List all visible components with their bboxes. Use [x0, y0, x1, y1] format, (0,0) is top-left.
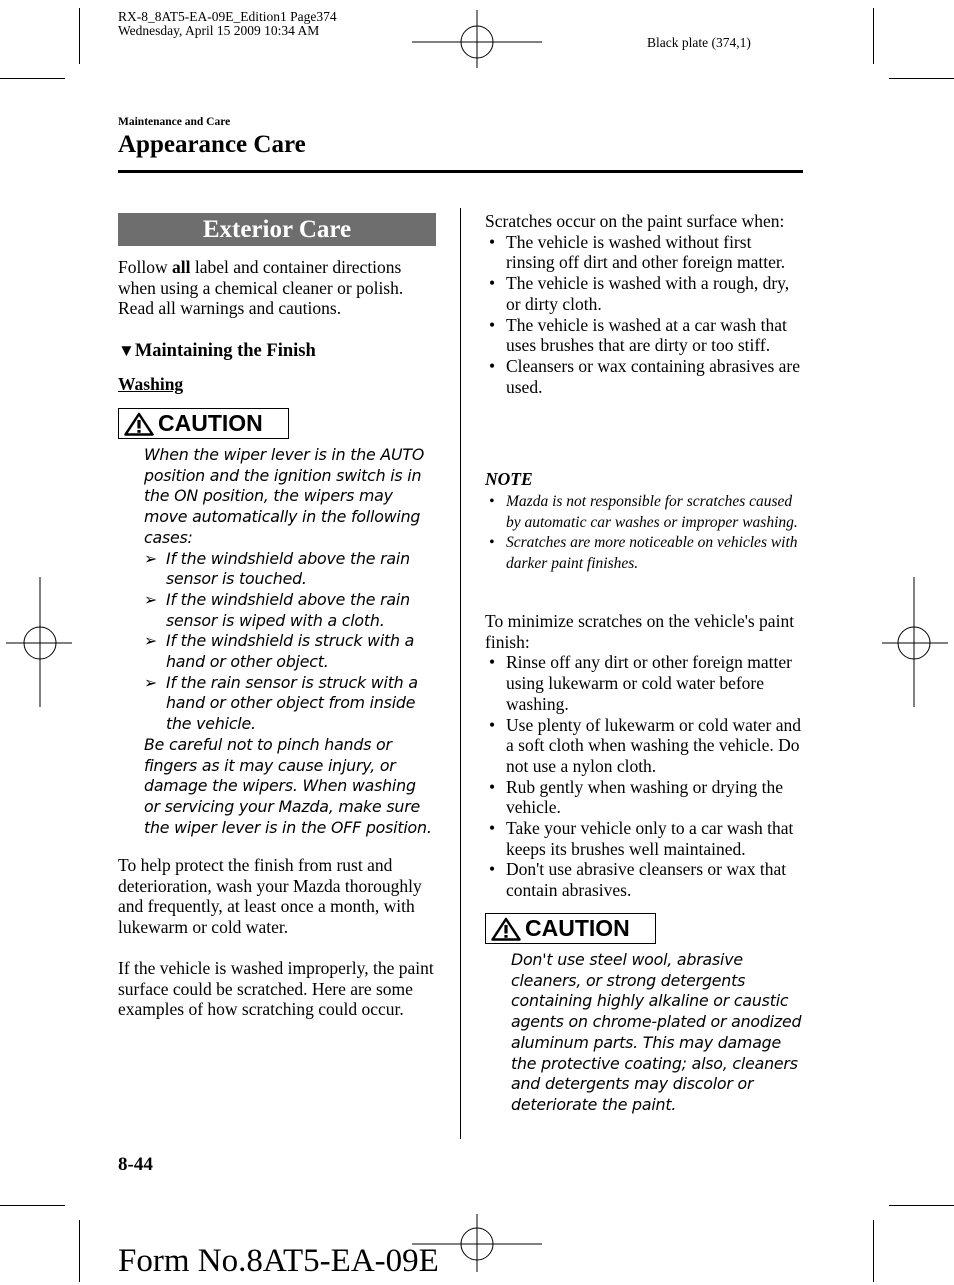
doc-id: RX-8_8AT5-EA-09E_Edition1 Page374: [118, 9, 337, 24]
arrow-icon: ➢: [144, 589, 158, 609]
list-item: • Rub gently when washing or drying the vehicle.: [485, 777, 803, 818]
crop-mark: [873, 1220, 874, 1282]
crop-mark: [889, 78, 954, 79]
list-item: • The vehicle is washed at a car wash that uses brushes that are dirty or too stiff.: [485, 315, 803, 356]
section-banner: Exterior Care: [118, 213, 436, 246]
caution-box: [118, 408, 289, 439]
note-heading: NOTE: [485, 469, 533, 489]
crop-mark: [79, 1220, 80, 1282]
paragraph-protect: To help protect the finish from rust and deterioration, wash your Mazda thoroughly and frequently, at least once a month, with lukewarm or cold water.: [118, 855, 422, 938]
crop-mark: [0, 1205, 65, 1206]
crop-mark: [889, 1205, 954, 1206]
page-title: Appearance Care: [118, 131, 306, 158]
caution-item-text: If the rain sensor is struck with a hand or other object from inside the vehicle.: [166, 672, 418, 734]
list-item: • Rinse off any dirt or other foreign matter using lukewarm or cold water before washing.: [485, 652, 803, 714]
print-datetime: Wednesday, April 15 2009 10:34 AM: [118, 23, 320, 38]
intro-text: Follow: [118, 257, 172, 277]
caution-content: [144, 445, 436, 838]
intro-bold: all: [171, 257, 191, 277]
arrow-icon: ➢: [144, 548, 158, 568]
note-content: [485, 492, 803, 575]
caution-item: [144, 631, 436, 672]
list-item: • Take your vehicle only to a car wash that keeps its brushes well maintained.: [485, 818, 803, 859]
form-number: Form No.8AT5-EA-09E: [118, 1243, 439, 1279]
scratch-list: [485, 232, 803, 398]
crop-mark: [873, 8, 874, 64]
registration-mark: [6, 577, 72, 707]
minimize-list: [485, 652, 803, 900]
warning-icon: [124, 412, 154, 436]
caution-item: [144, 590, 436, 631]
list-item: • Don't use abrasive cleansers or wax that contain abrasives.: [485, 859, 803, 900]
caution-intro: When the wiper lever is in the AUTO position and the ignition switch is in the ON position, the wipers may move automatically in the following cases:: [144, 445, 425, 547]
scratch-intro: Scratches occur on the paint surface when:: [485, 211, 785, 231]
crop-mark: [79, 8, 80, 64]
subheading-text: Maintaining the Finish: [134, 341, 316, 361]
intro-paragraph: [118, 257, 436, 319]
caution-content: Don't use steel wool, abrasive cleaners, or strong detergents containing highly alkaline or caustic agents on chrome-plated or anodized aluminum parts. This may damage the protective coating; also, cleaners and detergents may discolor or deteriorate the paint.: [511, 950, 802, 1114]
subheading: [118, 341, 316, 362]
list-item: • Use plenty of lukewarm or cold water and a soft cloth when washing the vehicle. Do not use a nylon cloth.: [485, 715, 803, 777]
plate-label: Black plate (374,1): [647, 35, 751, 50]
caution-label: CAUTION: [525, 915, 630, 941]
title-rule: [118, 170, 803, 173]
note-list: [485, 492, 803, 575]
arrow-icon: ➢: [144, 672, 158, 692]
right-column-top: [485, 211, 803, 397]
arrow-icon: ➢: [144, 631, 158, 651]
registration-mark: [882, 577, 948, 707]
caution-outro: Be careful not to pinch hands or fingers as it may cause injury, or damage the wipers. When washing or servicing your Mazda, make sure the wiper lever is in the OFF position.: [144, 734, 432, 837]
caution-box: [485, 913, 656, 944]
list-item: • The vehicle is washed with a rough, dry, or dirty cloth.: [485, 273, 803, 314]
triangle-down-icon: ▼: [118, 341, 135, 360]
caution-item-text: If the windshield is struck with a hand or other object.: [166, 631, 415, 672]
paragraph-improper: If the vehicle is washed improperly, the paint surface could be scratched. Here are some examples of how scratching could occur.: [118, 958, 434, 1020]
caution-label: CAUTION: [158, 410, 263, 436]
intro-text: label and container directions when using a chemical cleaner or polish. Read all warnings and cautions.: [118, 257, 404, 319]
caution-item: [144, 673, 436, 735]
column-divider: [460, 208, 461, 1139]
note-item: • Scratches are more noticeable on vehicles with darker paint finishes.: [485, 533, 803, 574]
caution-item-text: If the windshield above the rain sensor is wiped with a cloth.: [166, 589, 410, 630]
caution-item: [144, 549, 436, 590]
list-item: • Cleansers or wax containing abrasives are used.: [485, 356, 803, 397]
section-label: Maintenance and Care: [118, 116, 231, 128]
caution-item-text: If the windshield above the rain sensor is touched.: [166, 548, 410, 589]
note-item: • Mazda is not responsible for scratches caused by automatic car washes or improper washing.: [485, 492, 803, 533]
minimize-intro: To minimize scratches on the vehicle's paint finish:: [485, 611, 795, 652]
warning-icon: [491, 917, 521, 941]
crop-mark: [0, 78, 65, 79]
page-number: 8-44: [118, 1154, 153, 1175]
registration-mark: [412, 6, 542, 68]
minimize-section: [485, 611, 803, 901]
list-item: • The vehicle is washed without first rinsing off dirt and other foreign matter.: [485, 232, 803, 273]
washing-heading: Washing: [118, 374, 184, 394]
